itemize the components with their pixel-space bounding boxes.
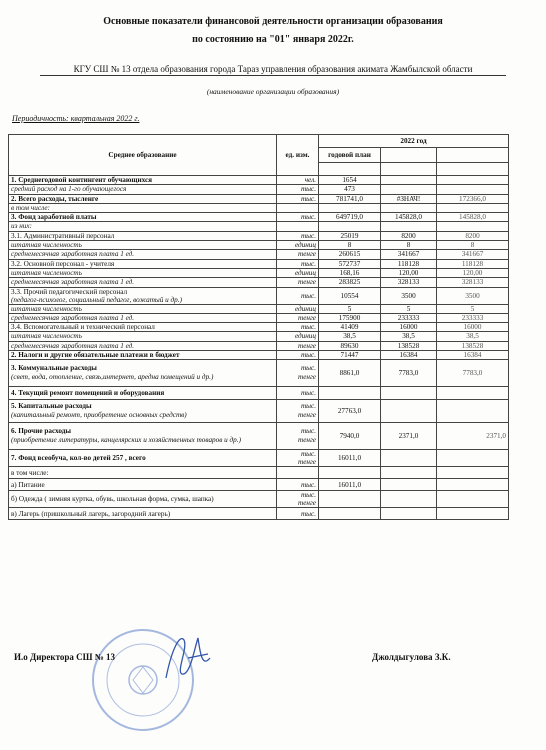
- row-value: 118128: [381, 259, 437, 268]
- row-value: 16011,0: [319, 450, 381, 467]
- row-value: 473: [319, 185, 381, 194]
- row-label: среднемесячная заработная плата 1 ед.: [9, 341, 277, 350]
- row-value: 38,5: [319, 332, 381, 341]
- table-row: [9, 467, 509, 479]
- document-title: Основные показатели финансовой деятельности организации образования: [103, 16, 443, 27]
- row-value: [319, 203, 381, 212]
- empty-cell: [437, 479, 509, 491]
- row-value: [319, 222, 381, 231]
- row-unit: тыс. тенге: [277, 400, 319, 423]
- table-row: [9, 351, 509, 360]
- row-value: [319, 387, 381, 400]
- row-unit: тыс.: [277, 508, 319, 520]
- row-unit: тыс.: [277, 479, 319, 491]
- row-value: 7940,0: [319, 423, 381, 450]
- row-value: 89630: [319, 341, 381, 350]
- row-unit: тыс. тенге: [277, 491, 319, 508]
- row-value: 8861,0: [319, 360, 381, 387]
- row-value: [437, 387, 509, 400]
- table-row: [9, 185, 509, 194]
- row-value: 175900: [319, 313, 381, 322]
- row-label: 3.3. Прочий педагогический персонал (педагог-психолог, социальный педагог, вожатый и др.): [9, 287, 277, 304]
- row-value: 7783,0: [381, 360, 437, 387]
- empty-cell: [381, 163, 437, 176]
- row-value: 5: [381, 304, 437, 313]
- organization-name: КГУ СШ № 13 отдела образования города Тараз управления образования акимата Жамбылской области: [40, 64, 506, 76]
- empty-cell: [381, 479, 437, 491]
- row-value: 2371,0: [437, 423, 509, 450]
- row-value: 283825: [319, 278, 381, 287]
- row-value: 25019: [319, 231, 381, 240]
- row-label: б) Одежда ( зимняя куртка, обувь, школьная форма, сумка, шапка): [9, 491, 277, 508]
- col-year: 2022 год: [319, 135, 509, 148]
- row-value: 341667: [381, 250, 437, 259]
- table-row: [9, 332, 509, 341]
- row-label: среднемесячная заработная плата 1 ед.: [9, 278, 277, 287]
- row-value: 1654: [319, 176, 381, 185]
- row-unit: тыс. тенге: [277, 450, 319, 467]
- table-row: [9, 304, 509, 313]
- empty-cell: [319, 508, 381, 520]
- row-value: 16384: [381, 351, 437, 360]
- row-value: 120,00: [437, 268, 509, 277]
- row-label: 3.1. Административный персонал: [9, 231, 277, 240]
- financial-table: [8, 134, 509, 520]
- row-value: 118128: [437, 259, 509, 268]
- row-value: 8: [381, 241, 437, 250]
- row-label: в) Лагерь (пришкольный лагерь, загородний лагерь): [9, 508, 277, 520]
- row-label: 1. Среднегодовой контингент обучающихся: [9, 176, 277, 185]
- empty-cell: [319, 491, 381, 508]
- row-label: 4. Текущий ремонт помещений и оборудования: [9, 387, 277, 400]
- row-value: 38,5: [381, 332, 437, 341]
- row-label: 3.4. Вспомогательный и технический персонал: [9, 323, 277, 332]
- table-row: [9, 450, 509, 467]
- row-label: 7. Фонд всеобуча, кол-во детей 257 , всего: [9, 450, 277, 467]
- row-unit: тыс.: [277, 287, 319, 304]
- row-value: 2371,0: [381, 423, 437, 450]
- table-row: [9, 479, 509, 491]
- row-value: 5: [319, 304, 381, 313]
- row-value: 341667: [437, 250, 509, 259]
- row-value: 8200: [437, 231, 509, 240]
- row-value: [381, 185, 437, 194]
- row-value: [437, 400, 509, 423]
- empty-cell: [277, 467, 319, 479]
- empty-cell: [381, 491, 437, 508]
- row-label: 2. Всего расходы, тысленге: [9, 194, 277, 203]
- row-value: [381, 387, 437, 400]
- row-unit: [277, 203, 319, 212]
- row-unit: [277, 222, 319, 231]
- table-row: [9, 508, 509, 520]
- row-label: в том числе:: [9, 467, 277, 479]
- table-row: [9, 203, 509, 212]
- row-label: среднемесячная заработная плата 1 ед.: [9, 250, 277, 259]
- table-row: [9, 423, 509, 450]
- row-unit: тыс.: [277, 213, 319, 222]
- row-value: 233333: [437, 313, 509, 322]
- row-value: 7783,0: [437, 360, 509, 387]
- row-value: [381, 450, 437, 467]
- empty-cell: [437, 508, 509, 520]
- table-row: [9, 250, 509, 259]
- row-value: 328133: [437, 278, 509, 287]
- row-value: [437, 185, 509, 194]
- row-label: а) Питание: [9, 479, 277, 491]
- row-label: среднемесячная заработная плата 1 ед.: [9, 313, 277, 322]
- row-unit: тыс.: [277, 323, 319, 332]
- row-label: штатная численность: [9, 304, 277, 313]
- empty-cell: [437, 163, 509, 176]
- table-row: [9, 176, 509, 185]
- row-label: 3.2. Основной персонал - учителя: [9, 259, 277, 268]
- table-row: [9, 313, 509, 322]
- row-unit: тыс.: [277, 387, 319, 400]
- row-label: в том числе:: [9, 203, 277, 212]
- table-row: [9, 341, 509, 350]
- row-value: 145828,0: [381, 213, 437, 222]
- row-value: [437, 222, 509, 231]
- row-label: 6. Прочие расходы (приобретение литературы, канцелярских и хозяйственных товаров и др.): [9, 423, 277, 450]
- table-row: [9, 287, 509, 304]
- empty-cell: [381, 148, 437, 163]
- row-value: 5: [437, 304, 509, 313]
- row-value: 16000: [381, 323, 437, 332]
- periodicity: Периодичность: квартальная 2022 г.: [12, 114, 140, 123]
- row-value: 41409: [319, 323, 381, 332]
- row-value: 260615: [319, 250, 381, 259]
- director-name: Джолдыгулова З.К.: [372, 652, 451, 662]
- row-value: 10554: [319, 287, 381, 304]
- signature-icon: [158, 628, 218, 686]
- row-unit: тыс. тенге: [277, 360, 319, 387]
- empty-cell: [437, 467, 509, 479]
- row-unit: тыс.: [277, 259, 319, 268]
- row-value: [381, 203, 437, 212]
- row-value: 572737: [319, 259, 381, 268]
- row-value: 233333: [381, 313, 437, 322]
- row-label: штатная численность: [9, 241, 277, 250]
- row-value: [381, 400, 437, 423]
- row-value: 16384: [437, 351, 509, 360]
- row-value: 145828,0: [437, 213, 509, 222]
- row-value: 16011,0: [319, 479, 381, 491]
- table-header-row: [9, 135, 509, 148]
- document-date: по состоянию на "01" января 2022г.: [192, 34, 354, 45]
- row-unit: тыс.: [277, 231, 319, 240]
- empty-cell: [381, 508, 437, 520]
- row-value: 3500: [381, 287, 437, 304]
- row-value: 168,16: [319, 268, 381, 277]
- row-value: 781741,0: [319, 194, 381, 203]
- empty-cell: [319, 163, 381, 176]
- table-row: [9, 231, 509, 240]
- row-value: 16000: [437, 323, 509, 332]
- row-label: 2. Налоги и другие обязательные платежи в бюджет: [9, 351, 277, 360]
- row-unit: единиц: [277, 304, 319, 313]
- row-value: 120,00: [381, 268, 437, 277]
- table-row: [9, 268, 509, 277]
- row-value: 8: [437, 241, 509, 250]
- row-value: #ЗНАЧ!: [381, 194, 437, 203]
- row-unit: единиц: [277, 332, 319, 341]
- row-unit: чел.: [277, 176, 319, 185]
- row-label: 3. Коммунальные расходы (свет, вода, отопление, связь,интернет, аредна помещений и др.): [9, 360, 277, 387]
- row-value: 27763,0: [319, 400, 381, 423]
- director-title: И.о Директора СШ № 13: [14, 652, 116, 662]
- organization-note: (наименование организации образования): [206, 87, 340, 96]
- row-value: 38,5: [437, 332, 509, 341]
- row-value: 138528: [437, 341, 509, 350]
- row-value: 649719,0: [319, 213, 381, 222]
- table-row: [9, 241, 509, 250]
- table-row: [9, 222, 509, 231]
- row-unit: тыс.: [277, 194, 319, 203]
- row-label: из них:: [9, 222, 277, 231]
- row-value: 328133: [381, 278, 437, 287]
- col-unit: ед. изм.: [277, 135, 319, 176]
- table-row: [9, 323, 509, 332]
- col-plan: годовой план: [319, 148, 381, 163]
- row-value: 172366,0: [437, 194, 509, 203]
- row-unit: тенге: [277, 278, 319, 287]
- row-value: [437, 450, 509, 467]
- row-unit: единиц: [277, 241, 319, 250]
- row-unit: единиц: [277, 268, 319, 277]
- row-value: [437, 176, 509, 185]
- row-value: [381, 222, 437, 231]
- row-unit: тыс.: [277, 185, 319, 194]
- empty-cell: [319, 467, 381, 479]
- table-row: [9, 213, 509, 222]
- row-unit: тенге: [277, 250, 319, 259]
- empty-cell: [381, 467, 437, 479]
- table-row: [9, 387, 509, 400]
- row-value: 8200: [381, 231, 437, 240]
- table-row: [9, 194, 509, 203]
- row-unit: тенге: [277, 341, 319, 350]
- row-value: 8: [319, 241, 381, 250]
- row-label: штатная численность: [9, 268, 277, 277]
- row-value: 71447: [319, 351, 381, 360]
- row-label: штатная численность: [9, 332, 277, 341]
- row-value: [437, 203, 509, 212]
- empty-cell: [437, 148, 509, 163]
- table-row: [9, 360, 509, 387]
- row-value: [381, 176, 437, 185]
- empty-cell: [437, 491, 509, 508]
- row-unit: тыс. тенге: [277, 423, 319, 450]
- table-row: [9, 400, 509, 423]
- table-row: [9, 259, 509, 268]
- row-unit: тенге: [277, 313, 319, 322]
- row-unit: тыс.: [277, 351, 319, 360]
- col-title: Среднее образование: [9, 135, 277, 176]
- table-row: [9, 278, 509, 287]
- row-value: 3500: [437, 287, 509, 304]
- row-label: 5. Капитальные расходы (капитальный ремонт, приобретение основных средств): [9, 400, 277, 423]
- row-value: 138528: [381, 341, 437, 350]
- row-label: средний расход на 1-го обучающегося: [9, 185, 277, 194]
- table-row: [9, 491, 509, 508]
- row-label: 3. Фонд заработной платы: [9, 213, 277, 222]
